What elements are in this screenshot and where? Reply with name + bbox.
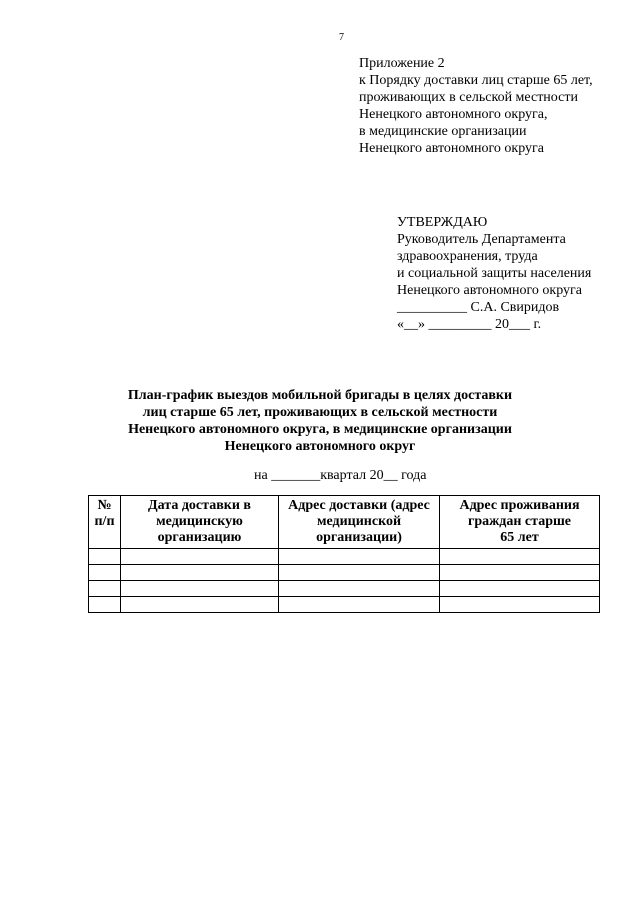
approval-line: здравоохранения, труда: [397, 249, 538, 264]
table-cell[interactable]: [440, 549, 600, 565]
header-delivery-date: Дата доставки в медицинскую организацию: [121, 496, 279, 549]
table-cell[interactable]: [89, 565, 121, 581]
appendix-line: в медицинские организации: [359, 124, 527, 139]
table-cell[interactable]: [279, 581, 440, 597]
table-cell[interactable]: [440, 581, 600, 597]
date-line: «__» _________ 20___ г.: [397, 317, 542, 332]
table-cell[interactable]: [121, 597, 279, 613]
appendix-line: проживающих в сельской местности: [359, 90, 578, 105]
signature-line: __________ С.А. Свиридов: [397, 300, 560, 315]
title-line: План-график выездов мобильной бригады в целях доставки: [127, 388, 513, 403]
table-cell[interactable]: [440, 565, 600, 581]
table-cell[interactable]: [121, 581, 279, 597]
table-cell[interactable]: [89, 549, 121, 565]
schedule-table: [88, 495, 600, 613]
appendix-block: [359, 55, 593, 157]
table-cell[interactable]: [279, 597, 440, 613]
table-cell[interactable]: [89, 597, 121, 613]
table-cell[interactable]: [121, 549, 279, 565]
table-row: [89, 581, 600, 597]
table-cell[interactable]: [121, 565, 279, 581]
table-row: [89, 597, 600, 613]
table-cell[interactable]: [440, 597, 600, 613]
approval-heading: УТВЕРЖДАЮ: [397, 215, 488, 230]
title-line: Ненецкого автономного округ: [224, 439, 416, 454]
table-cell[interactable]: [89, 581, 121, 597]
header-residence-address: Адрес проживания граждан старше 65 лет: [440, 496, 600, 549]
approval-line: и социальной защиты населения: [397, 266, 592, 281]
appendix-line: Ненецкого автономного округа,: [359, 107, 548, 122]
appendix-line: Ненецкого автономного округа: [359, 141, 544, 156]
table-cell[interactable]: [279, 549, 440, 565]
document-title: [0, 387, 640, 455]
appendix-line: Приложение 2: [359, 56, 445, 71]
approval-line: Ненецкого автономного округа: [397, 283, 582, 298]
table-cell[interactable]: [279, 565, 440, 581]
title-line: лиц старше 65 лет, проживающих в сельской местности: [142, 405, 498, 420]
table-row: [89, 565, 600, 581]
appendix-line: к Порядку доставки лиц старше 65 лет,: [359, 73, 593, 88]
approval-line: Руководитель Департамента: [397, 232, 566, 247]
header-number: № п/п: [89, 496, 121, 549]
header-delivery-address: Адрес доставки (адрес медицинской организации): [279, 496, 440, 549]
title-line: Ненецкого автономного округа, в медицинские организации: [128, 422, 512, 437]
page-number: 7: [339, 32, 344, 43]
approval-block: [397, 214, 591, 333]
quarter-line: на _______квартал 20__ года: [254, 468, 427, 483]
table-row: [89, 549, 600, 565]
table-header-row: [89, 496, 600, 549]
